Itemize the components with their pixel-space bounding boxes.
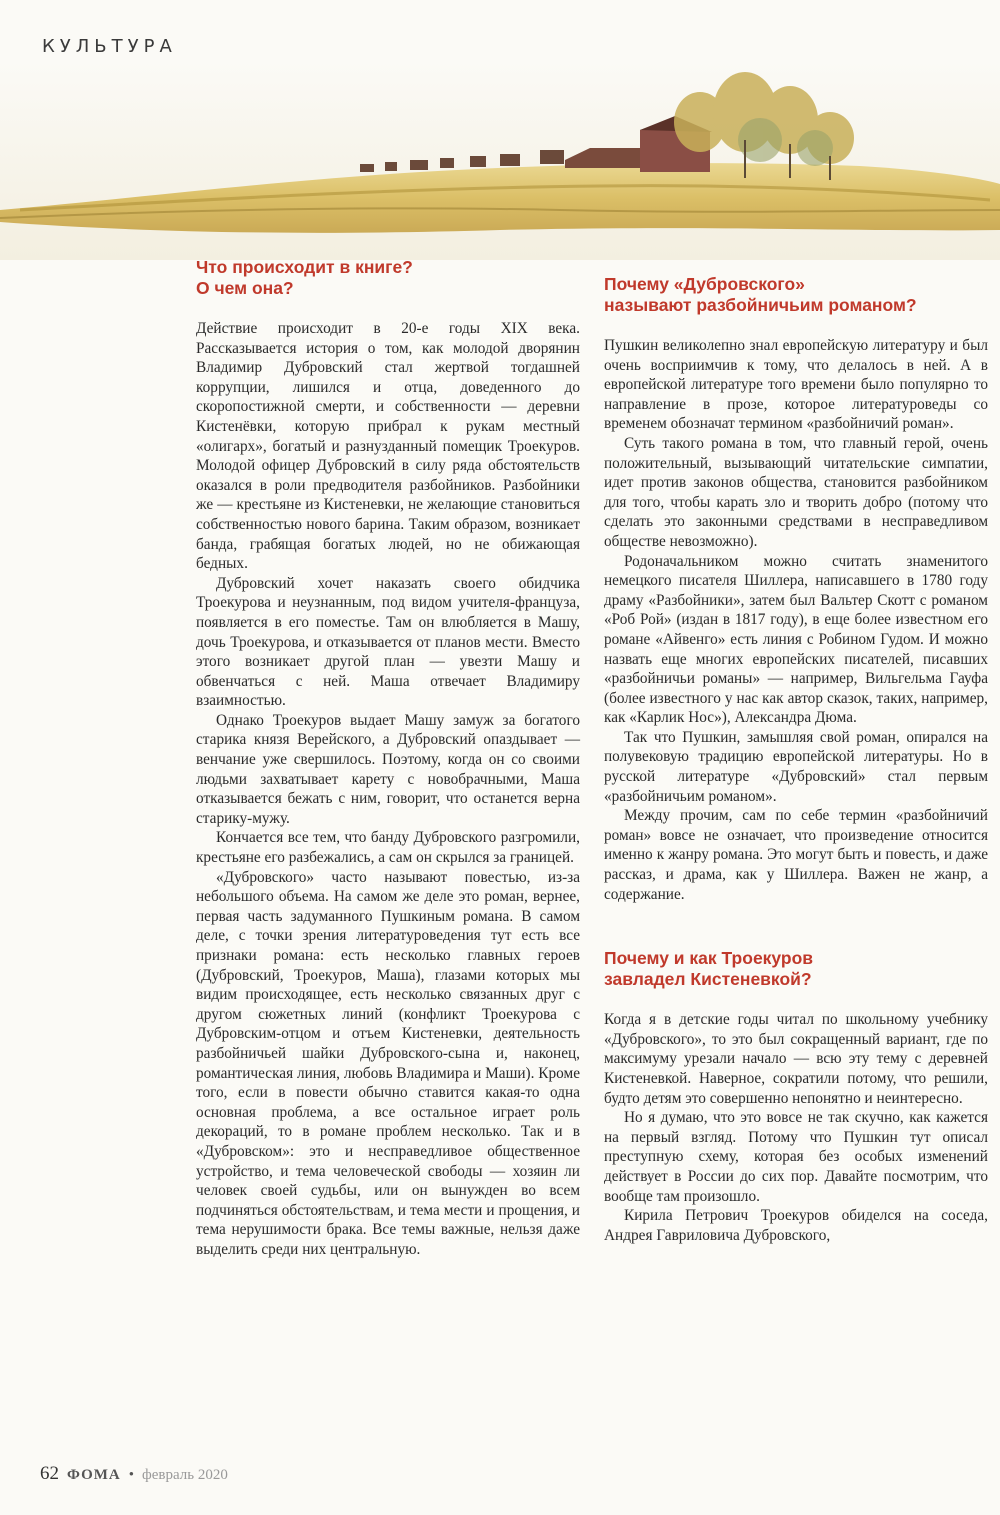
paragraph: Суть такого романа в том, что главный герой, очень положительный, вызывающий читательские симпатии, идет против законов общества, становится разбойником для того, чтобы карать зло и творить добро (потому что сделать это законными средствами в несправедливом обществе невозможно). <box>604 434 988 550</box>
heading-troekurov: Почему и как Троекуров завладел Кистеневкой? <box>604 948 814 990</box>
paragraph: Однако Троекуров выдает Машу замуж за богатого старика князя Верейского, а Дубровский опаздывает — венчание уже свершилось. Поэтому, когда он со своими людьми захватывает карету с новобрачными, Маша отказывается бежать с ним, говорит, что останется верна старику-мужу. <box>196 711 580 827</box>
landscape-illustration <box>0 60 1000 260</box>
paragraph: Но я думаю, что это вовсе не так скучно, как кажется на первый взгляд. Потому что Пушкин тут описал преступную схему, которая без особых изменений действует в России до сих пор. Давайте посмотрим, что вообще там произошло. <box>604 1109 988 1205</box>
page-number: 62 <box>40 1463 59 1484</box>
heading-robber-novel: Почему «Дубровского» называют разбойничьим романом? <box>604 274 917 315</box>
left-column <box>196 257 580 1260</box>
paragraph: Кирила Петрович Троекуров обиделся на соседа, Андрея Гавриловича Дубровского, <box>604 1207 988 1244</box>
paragraph: Кончается все тем, что банду Дубровского разгромили, крестьяне его разбежались, а сам он скрылся за границей. <box>196 829 580 867</box>
heading-what-happens: Что происходит в книге? О чем она? <box>196 257 413 298</box>
paragraph: Между прочим, сам по себе термин «разбойничий роман» вовсе не означает, что произведение относится именно к жанру романа. Это могут быть и повесть, и даже рассказ, и драма, как у Шиллера. Важен не жанр, а содержание. <box>604 807 988 903</box>
issue-date: февраль 2020 <box>142 1467 228 1483</box>
paragraph: «Дубровского» часто называют повестью, из-за небольшого объема. На самом же деле это роман, вернее, первая часть задуманного Пушкиным романа. В самом деле, с точки зрения литературоведения тут есть все признаки романа: есть несколько главных героев (Дубровский, Троекуров, Маша), глазами которых мы видим происходящее, есть несколько связанных друг с другом сюжетных линий (конфликт Троекурова с Дубровским-отцом и отъем Кистеневки, деятельность разбойничьей шайки Дубровского-сына и, наконец, романтическая линия, любовь Владимира и Маши). Кроме того, если в повести обычно ставится какая-то одна основная проблема, а все остальное играет роль декораций, то в романе проблем несколько. Так и в «Дубровском»: это и несправедливое общественное устройство, и тема человеческой свободы — хозяин ли человек своей судьбы, или он вынужден во всем подчиняться обстоятельствам, и тема мести и прощения, и тема нерушимости брака. Все темы важные, нельзя даже выделить среди них центральную. <box>196 868 580 1258</box>
paragraph: Родоначальником можно считать знаменитого немецкого писателя Шиллера, написавшего в 1780 году драму «Разбойники», затем был Вальтер Скотт с романом «Роб Рой» (издан в 1817 году), в еще более известном его романе «Айвенго» есть линия с Робином Гудом. И можно назвать еще многих европейских писателей, писавших «разбойничьи романы» — например, Вильгельма Гауфа (более известного у нас как автор сказок, таких, например, как «Карлик Нос»), Александра Дюма. <box>604 552 988 727</box>
magazine-name: ФОМА <box>67 1467 121 1483</box>
section-label: КУЛЬТУРА <box>42 36 177 57</box>
paragraph: Дубровский хочет наказать своего обидчика Троекурова и неузнанным, под видом учителя-француза, появляется в его поместье. Там он влюбляется в Машу, дочь Троекурова, и отказывается от планов мести. Вместо этого возникает другой план — увезти Машу и обвенчаться с ней. Маша отвечает Владимиру взаимностью. <box>196 574 580 710</box>
bullet: • <box>128 1467 134 1483</box>
right-column <box>604 274 988 1245</box>
paragraph: Действие происходит в 20-е годы XIX века. Рассказывается история о том, как молодой дворянин Владимир Дубровский стал жертвой тогдашней коррупции, лишился и отца, доведенного до скоропостижной смерти, и собственности — деревни Кистенёвки, которую прибрал к рукам местный «олигарх», богатый и разнузданный помещик Троекуров. Молодой офицер Дубровский в силу ряда обстоятельств оказался в роли предводителя разбойников. Разбойники же — крестьяне из Кистеневки, не желающие становиться собственностью нового барина. Таким образом, возникает банда, грабящая богатых людей, но не обижающая бедных. <box>196 320 580 573</box>
page-footer <box>40 1463 228 1485</box>
paragraph: Когда я в детские годы читал по школьному учебнику «Дубровского», то это был сокращенный вариант, где по максимуму урезали начало — всю эту тему с деревней Кистеневкой. Наверное, сократили потому, что решили, будто детям это совершенно непонятно и неинтересно. <box>604 1011 988 1107</box>
paragraph: Так что Пушкин, замышляя свой роман, опирался на полувековую традицию европейской литературы. Но в русской литературе «Дубровский» стал первым «разбойничьим романом». <box>604 728 988 805</box>
paragraph: Пушкин великолепно знал европейскую литературу и был очень восприимчив к тому, что делалось в ней. А в европейской литературе того времени было популярно то направление в прозе, которое литературоведы со временем обозначат термином «разбойничий роман». <box>604 337 988 433</box>
spacer <box>604 904 988 948</box>
